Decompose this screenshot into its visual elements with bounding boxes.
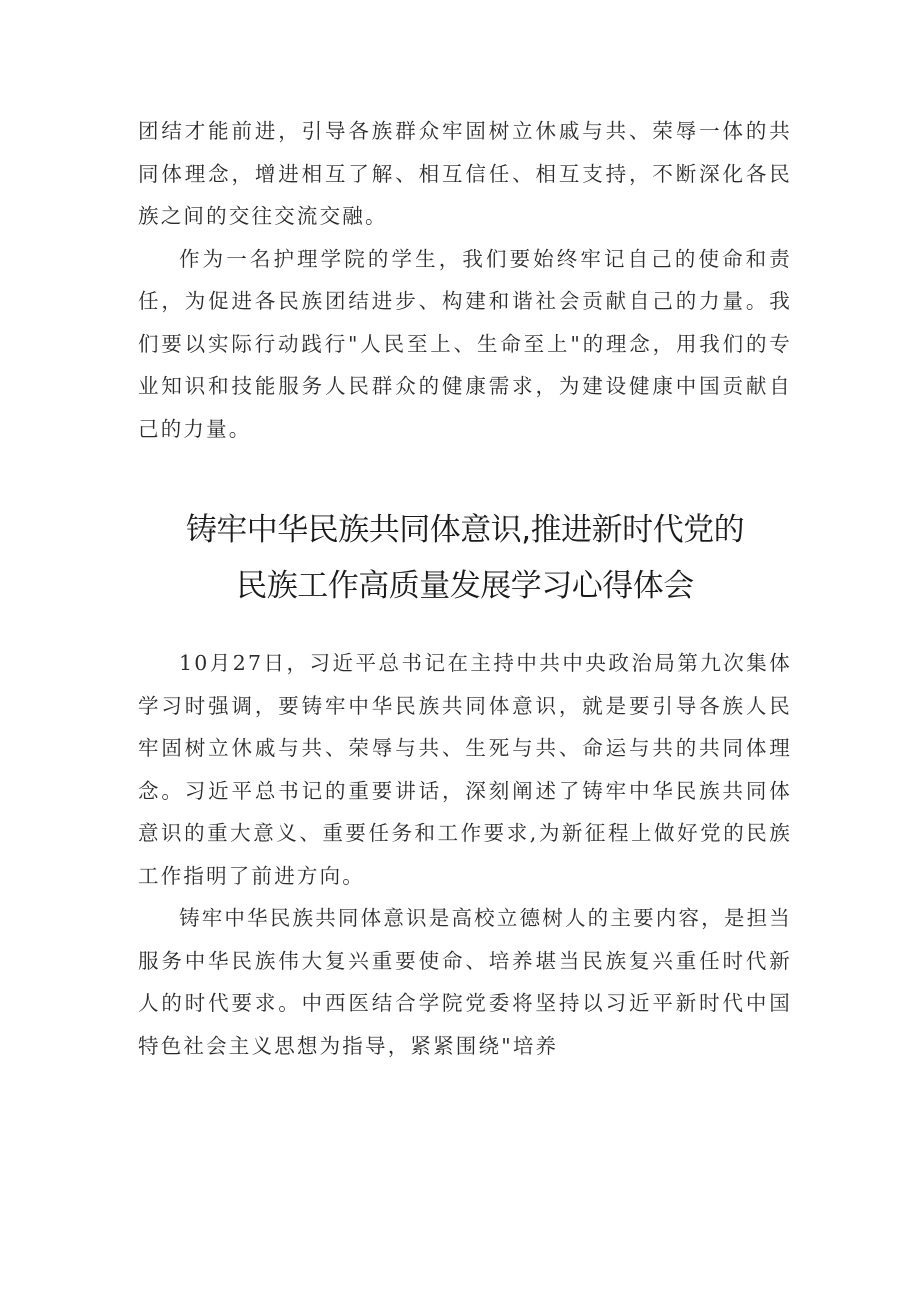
body-paragraph-4: 铸牢中华民族共同体意识是高校立德树人的主要内容，是担当服务中华民族伟大复兴重要使命、培养堪当民族复兴重任时代新人的时代要求。中西医结合学院党委将坚持以习近平新时代中国特色社会主义思想为指导，紧紧围绕"培养 <box>138 906 792 1058</box>
article-title <box>138 502 792 614</box>
body-paragraph-1: 团结才能前进，引导各族群众牢固树立休戚与共、荣辱一体的共同体理念，增进相互了解、相互信任、相互支持，不断深化各民族之间的交往交流交融。 <box>138 119 792 228</box>
article-title-line-2: 民族工作高质量发展学习心得体会 <box>236 568 694 604</box>
document-page <box>138 110 792 1067</box>
body-paragraph-3: 10月27日，习近平总书记在主持中共中央政治局第九次集体学习时强调，要铸牢中华民族共同体意识，就是要引导各族人民牢固树立休戚与共、荣辱与共、生死与共、命运与共的共同体理念。习近平总书记的重要讲话，深刻阐述了铸牢中华民族共同体意识的重大意义、重要任务和工作要求,为新征程上做好党的民族工作指明了前进方向。 <box>138 651 792 888</box>
article-title-line-1: 铸牢中华民族共同体意识,推进新时代党的 <box>185 512 745 548</box>
body-paragraph-2: 作为一名护理学院的学生，我们要始终牢记自己的使命和责任，为促进各民族团结进步、构建和谐社会贡献自己的力量。我们要以实际行动践行"人民至上、生命至上"的理念，用我们的专业知识和技能服务人民群众的健康需求，为建设健康中国贡献自己的力量。 <box>138 246 792 441</box>
